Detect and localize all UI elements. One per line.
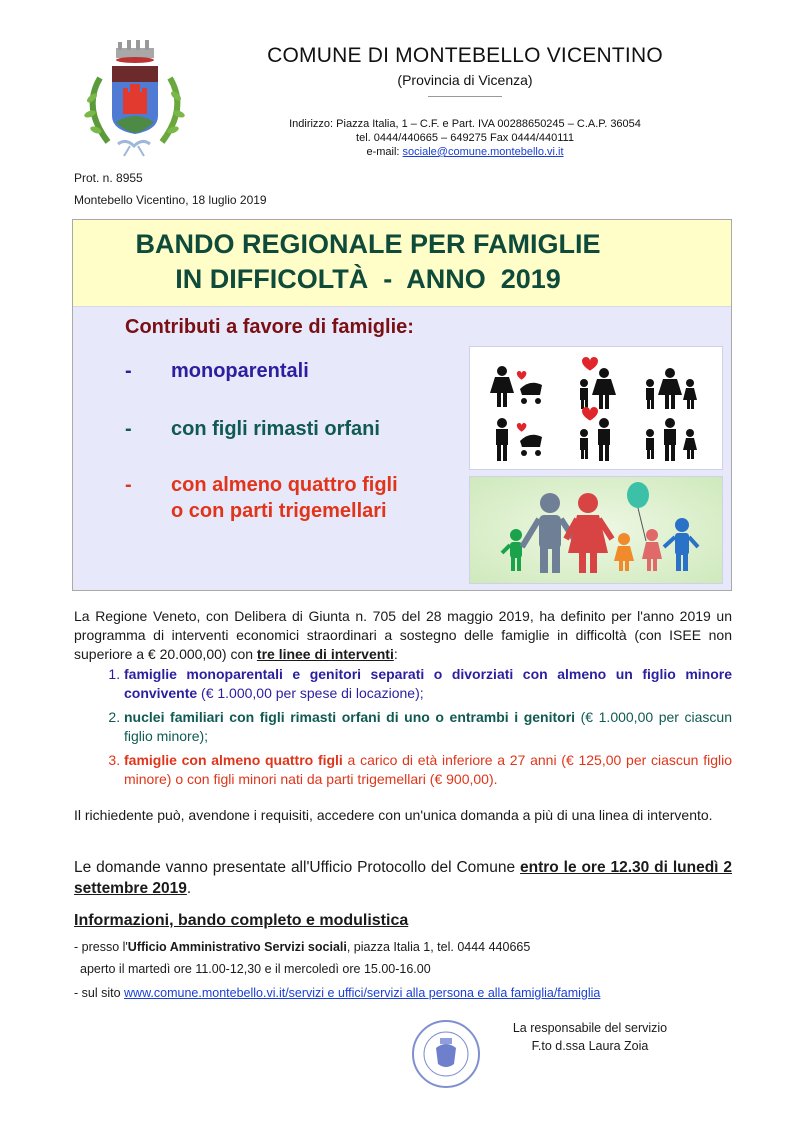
announcement-banner [72, 219, 732, 591]
banner-title-line1: BANDO REGIONALE PER FAMIGLIE [135, 229, 601, 259]
line-detail: (€ 1.000,00 per spese di locazione); [197, 685, 424, 701]
category-label: monoparentali [171, 360, 309, 382]
deadline-date: entro le ore 12.30 di lunedì 2 settembre 2019 [74, 859, 732, 897]
intro-text: La Regione Veneto, con Delibera di Giunta n. 705 del 28 maggio 2019, ha definito per l'anno 2019 un programma di interventi economici straordinari a sostegno delle famiglie in difficoltà (con ISEE non superiore a € 20.000,00) con [74, 608, 732, 662]
municipal-stamp-icon [410, 1018, 482, 1090]
intro-paragraph [74, 607, 732, 664]
family-pictograms-image [469, 346, 723, 470]
banner-title [73, 227, 663, 297]
bullet-dash: - [125, 474, 132, 496]
deadline-text: Le domande vanno presentate all'Ufficio Protocollo del Comune [74, 859, 520, 876]
info-heading: Informazioni, bando completo e modulistica [74, 912, 409, 929]
signatory-role: La responsabile del servizio [512, 1021, 668, 1035]
office-prefix: - presso l' [74, 940, 128, 954]
intervention-line-2 [124, 708, 732, 746]
category-label: con almeno quattro figli [171, 474, 398, 496]
banner-title-area [73, 220, 731, 307]
deadline-paragraph [74, 857, 732, 899]
line-detail: a carico di età inferiore a 27 anni (€ 125,00 per ciascun figlio minore) o con figli minori nati da parti trigemellari (€ 900,00). [124, 752, 732, 787]
email-link[interactable]: sociale@comune.montebello.vi.it [402, 146, 564, 158]
address-line: Indirizzo: Piazza Italia, 1 – C.F. e Part. IVA 00288650245 – C.A.P. 36054 [289, 118, 641, 130]
email-line [200, 146, 730, 158]
category-item [125, 358, 309, 384]
website-info [74, 986, 600, 1000]
divider [428, 96, 502, 97]
line-title: nuclei familiari con figli rimasti orfani di uno o entrambi i genitori [124, 709, 576, 725]
category-item [125, 472, 398, 524]
line-detail: (€ 1.000,00 per ciascun figlio minore); [124, 709, 732, 744]
website-link[interactable]: www.comune.montebello.vi.it/servizi e uffici/servizi alla persona e alla famiglia/famiglia [124, 986, 601, 1000]
province-subtitle: (Provincia di Vicenza) [397, 72, 533, 88]
place-date: Montebello Vicentino, 18 luglio 2019 [74, 193, 267, 207]
bullet-dash: - [125, 418, 132, 440]
applicant-note: Il richiedente può, avendone i requisiti, accedere con un'unica domanda a più di una linea di intervento. [74, 807, 713, 823]
municipality-title: COMUNE DI MONTEBELLO VICENTINO [267, 44, 663, 67]
banner-title-line2: IN DIFFICOLTÀ - ANNO 2019 [175, 264, 561, 294]
category-item [125, 416, 380, 442]
office-details: , piazza Italia 1, tel. 0444 440665 [346, 940, 531, 954]
intervention-lines-list [74, 665, 732, 794]
intervention-line-1 [124, 665, 732, 703]
intro-suffix: : [393, 646, 398, 662]
phone-fax-line: tel. 0444/440665 – 649275 Fax 0444/440111 [356, 132, 574, 144]
intervention-line-3 [124, 751, 732, 789]
category-label-cont: o con parti trigemellari [171, 500, 387, 522]
line-title: famiglie monoparentali e genitori separati o divorziati con almeno un figlio minore convivente [124, 666, 732, 701]
office-hours: aperto il martedì ore 11.00-12,30 e il mercoledì ore 15.00-16.00 [80, 962, 431, 976]
bullet-dash: - [125, 360, 132, 382]
deadline-suffix: . [186, 880, 192, 897]
contributions-heading: Contributi a favore di famiglie: [125, 316, 414, 338]
coat-of-arms-icon [78, 38, 190, 160]
office-info [74, 940, 530, 954]
signatory-name: F.to d.ssa Laura Zoia [531, 1039, 649, 1053]
site-prefix: - sul sito [74, 986, 125, 1000]
protocol-number: Prot. n. 8955 [74, 171, 143, 185]
category-label: con figli rimasti orfani [171, 418, 380, 440]
line-title: famiglie con almeno quattro figli [124, 752, 343, 768]
intro-emphasis: tre linee di interventi [256, 646, 394, 662]
email-label: e-mail: [366, 146, 403, 158]
colorful-family-image [469, 476, 723, 584]
office-name: Ufficio Amministrativo Servizi sociali [127, 940, 347, 954]
